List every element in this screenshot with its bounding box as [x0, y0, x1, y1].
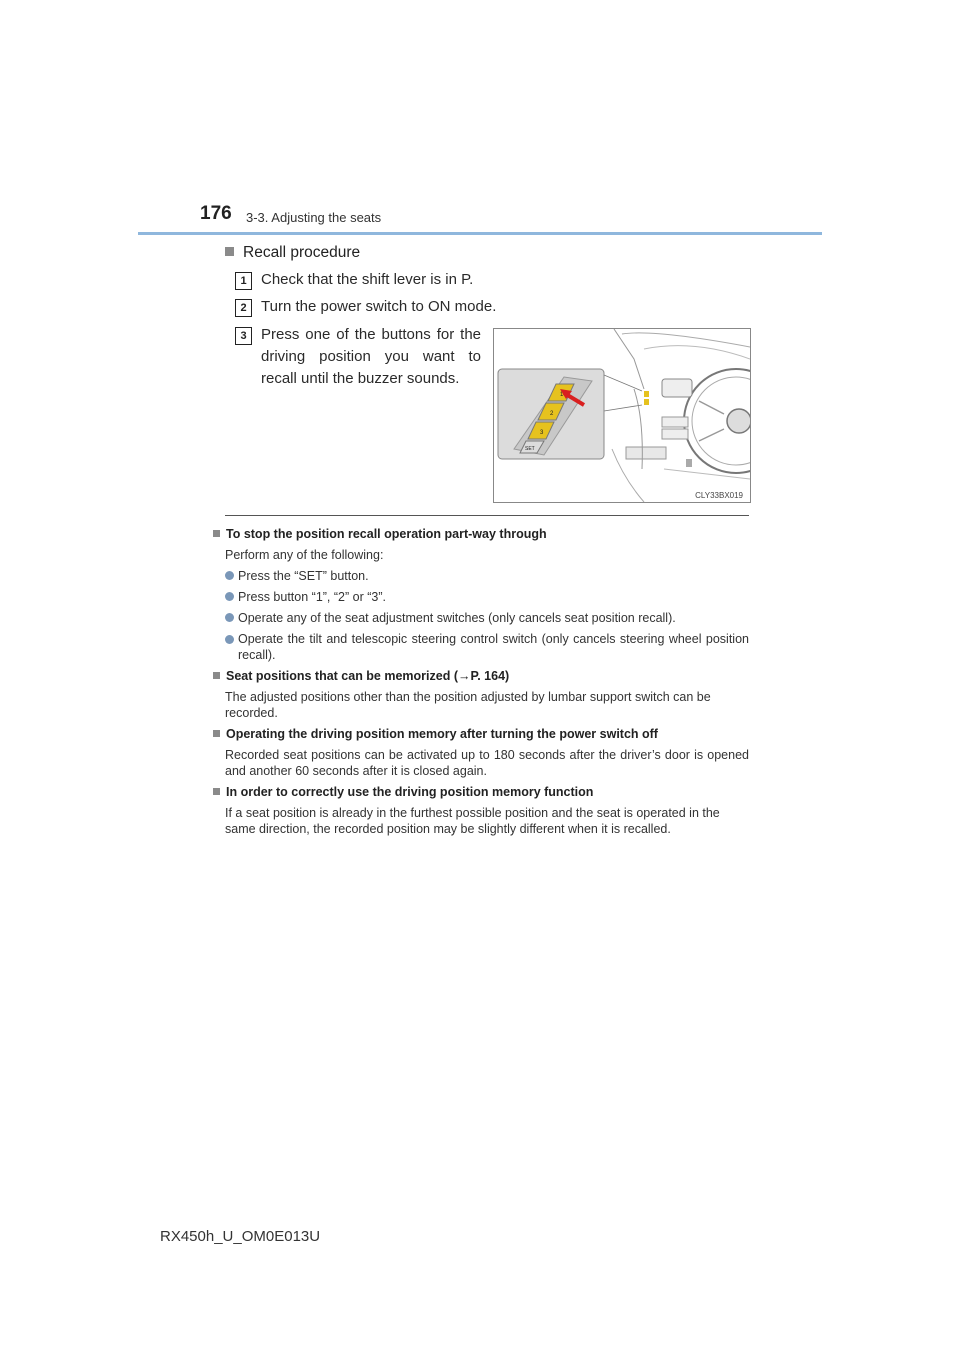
square-bullet-icon [213, 730, 220, 737]
button-label-1: 1 [560, 392, 564, 398]
step-number-3: 3 [235, 327, 252, 345]
note-body-4: If a seat position is already in the furthest possible position and the seat is operated in the same direction, the recorded position may be slightly different when it is recalled. [225, 806, 720, 836]
bullet-item [225, 589, 386, 605]
bullet-item [225, 631, 749, 663]
bullet-item [225, 610, 676, 626]
procedure-title-text: Recall procedure [243, 244, 361, 261]
bullet-text: Press the “SET” button. [238, 569, 369, 583]
procedure-title [225, 244, 360, 262]
notes-divider [225, 515, 749, 516]
note-heading-text: To stop the position recall operation part-way through [226, 527, 547, 541]
note-heading-text: Seat positions that can be memorized (→P. 164) [226, 669, 510, 683]
dashboard-illustration [494, 329, 750, 502]
step-text-2: Turn the power switch to ON mode. [261, 298, 497, 315]
bullet-dot-icon [225, 592, 234, 601]
bullet-item [225, 568, 369, 584]
note-body-1: Perform any of the following: [225, 548, 384, 562]
bullet-text: Press button “1”, “2” or “3”. [238, 590, 386, 604]
note-heading-4 [213, 785, 593, 799]
bullet-dot-icon [225, 571, 234, 580]
step-text-3: Press one of the buttons for the driving position you want to recall until the buzzer sounds. [261, 326, 481, 387]
note-heading-3 [213, 727, 658, 741]
section-title: 3-3. Adjusting the seats [246, 210, 382, 225]
step-number-1: 1 [235, 272, 252, 290]
figure-code: CLY33BX019 [695, 491, 743, 500]
bullet-dot-icon [225, 635, 234, 644]
bullet-dot-icon [225, 613, 234, 622]
note-heading-2 [213, 669, 509, 683]
page-number: 176 [200, 203, 232, 224]
step-number-2: 2 [235, 299, 252, 317]
note-body-3: Recorded seat positions can be activated up to 180 seconds after the driver’s door is opened and another 60 seconds after it is closed again. [225, 748, 749, 778]
note-heading-1 [213, 527, 547, 541]
button-label-set: SET [525, 446, 535, 452]
memory-buttons-figure [493, 328, 751, 503]
square-bullet-icon [225, 247, 234, 256]
header-rule [138, 232, 822, 235]
step-text-1: Check that the shift lever is in P. [261, 271, 474, 288]
bullet-text: Operate the tilt and telescopic steering control switch (only cancels steering wheel position recall). [238, 632, 749, 662]
square-bullet-icon [213, 530, 220, 537]
button-label-3: 3 [540, 430, 544, 436]
square-bullet-icon [213, 788, 220, 795]
button-label-2: 2 [550, 411, 554, 417]
note-heading-text: Operating the driving position memory after turning the power switch off [226, 727, 658, 741]
note-heading-text: In order to correctly use the driving position memory function [226, 785, 594, 799]
bullet-text: Operate any of the seat adjustment switches (only cancels seat position recall). [238, 611, 676, 625]
square-bullet-icon [213, 672, 220, 679]
note-body-2: The adjusted positions other than the position adjusted by lumbar support switch can be recorded. [225, 690, 711, 720]
manual-code: RX450h_U_OM0E013U [160, 1228, 321, 1245]
